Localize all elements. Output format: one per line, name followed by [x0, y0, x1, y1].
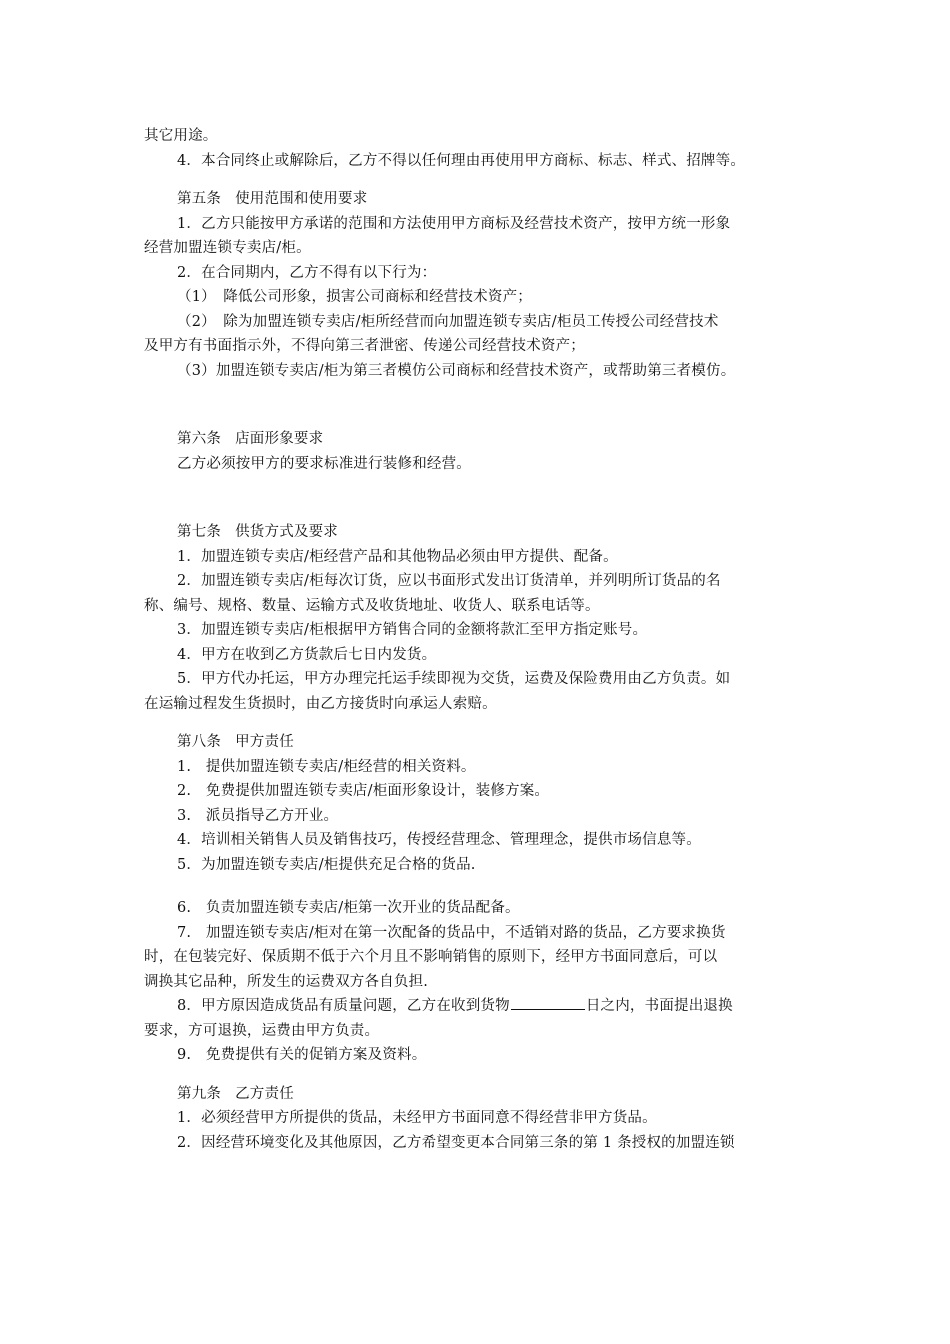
document-body	[144, 124, 814, 1155]
article-6-number: 第六条	[177, 431, 222, 447]
article-6-heading	[144, 427, 814, 452]
article-5-number: 第五条	[177, 191, 222, 207]
article-8-heading	[144, 730, 814, 755]
article-7-clause-2: 2．加盟连锁专卖店/柜每次订货，应以书面形式发出订货清单，并列明所订货品的名	[177, 573, 721, 589]
article-5-clause-1: 1．乙方只能按甲方承诺的范围和方法使用甲方商标及经营技术资产，按甲方统一形象	[177, 215, 731, 232]
article-5-sub-3: （3）加盟连锁专卖店/柜为第三者模仿公司商标和经营技术资产，或帮助第三者模仿。	[177, 362, 736, 379]
article-9-clause-1: 1．必须经营甲方所提供的货品，未经甲方书面同意不得经营非甲方货品。	[177, 1110, 657, 1126]
article-7-clause-3: 3．加盟连锁专卖店/柜根据甲方销售合同的金额将款汇至甲方指定账号。	[177, 622, 648, 638]
article-8-clause-2: 2. 免费提供加盟连锁专卖店/柜面形象设计，装修方案。	[177, 783, 550, 799]
article-5-sub-1: （1） 降低公司形象，损害公司商标和经营技术资产；	[177, 289, 532, 305]
article-8-clause-7: 7. 加盟连锁专卖店/柜对在第一次配备的货品中，不适销对路的货品，乙方要求换货	[177, 924, 726, 941]
article-6-title: 店面形象要求	[235, 431, 324, 447]
article-7-clause-2-cont: 称、编号、规格、数量、运输方式及收货地址、收货人、联系电话等。	[144, 597, 600, 614]
article-7-heading	[144, 520, 814, 545]
article-8-clause-8	[144, 994, 814, 1019]
article-5-clause-2: 2．在合同期内，乙方不得有以下行为：	[177, 264, 437, 281]
article-5-sub-2: （2） 除为加盟连锁专卖店/柜所经营而向加盟连锁专卖店/柜员工传授公司经营技术	[177, 313, 719, 330]
article-9-title: 乙方责任	[235, 1085, 294, 1102]
article-9-heading	[144, 1082, 814, 1107]
article-8-clause-7-cont-1: 时，在包装完好、保质期不低于六个月且不影响销售的原则下，经甲方书面同意后，可以	[144, 949, 718, 965]
paragraph-line: 其它用途。	[144, 128, 218, 144]
article-9-clause-2: 2．因经营环境变化及其他原因，乙方希望变更本合同第三条的第 1 条授权的加盟连锁	[177, 1134, 735, 1151]
article-8-clause-3: 3. 派员指导乙方开业。	[177, 807, 339, 824]
article-7-clause-1: 1．加盟连锁专卖店/柜经营产品和其他物品必须由甲方提供、配备。	[177, 548, 618, 565]
article-7-clause-5: 5．甲方代办托运，甲方办理完托运手续即视为交货，运费及保险费用由乙方负责。如	[177, 671, 731, 687]
article-8-clause-7-cont-2: 调换其它品种，所发生的运费双方各自负担.	[144, 973, 429, 990]
article-5-sub-2-cont: 及甲方有书面指示外，不得向第三者泄密、传递公司经营技术资产；	[144, 338, 585, 354]
article-8-clause-8-post: 日之内，书面提出退换	[585, 998, 733, 1014]
article-8-title: 甲方责任	[235, 734, 294, 750]
article-8-clause-8-cont: 要求，方可退换，运费由甲方负责。	[144, 1022, 380, 1039]
article-8-number: 第八条	[177, 734, 222, 750]
article-8-clause-9: 9. 免费提供有关的促销方案及资料。	[177, 1047, 427, 1063]
days-blank-field	[511, 994, 585, 1010]
article-8-clause-8-pre: 8．甲方原因造成货品有质量问题，乙方在收到货物	[177, 998, 510, 1014]
clause-4-of-art4: 4．本合同终止或解除后，乙方不得以任何理由再使用甲方商标、标志、样式、招牌等。	[177, 152, 746, 169]
article-7-title: 供货方式及要求	[235, 524, 339, 540]
article-5-title: 使用范围和使用要求	[235, 191, 368, 207]
article-8-clause-6: 6. 负责加盟连锁专卖店/柜第一次开业的货品配备。	[177, 900, 520, 916]
article-8-clause-5: 5．为加盟连锁专卖店/柜提供充足合格的货品.	[177, 856, 476, 873]
article-5-heading	[144, 187, 814, 212]
article-6-paragraph: 乙方必须按甲方的要求标准进行装修和经营。	[177, 455, 471, 472]
article-9-number: 第九条	[177, 1085, 222, 1102]
article-7-clause-4: 4．甲方在收到乙方货款后七日内发货。	[177, 646, 437, 663]
article-7-number: 第七条	[177, 524, 222, 540]
article-8-clause-4: 4．培训相关销售人员及销售技巧，传授经营理念、管理理念，提供市场信息等。	[177, 832, 701, 848]
article-5-clause-1-cont: 经营加盟连锁专卖店/柜。	[144, 240, 311, 256]
article-8-clause-1: 1. 提供加盟连锁专卖店/柜经营的相关资料。	[177, 758, 476, 775]
article-7-clause-5-cont: 在运输过程发生货损时，由乙方接货时向承运人索赔。	[144, 695, 497, 712]
